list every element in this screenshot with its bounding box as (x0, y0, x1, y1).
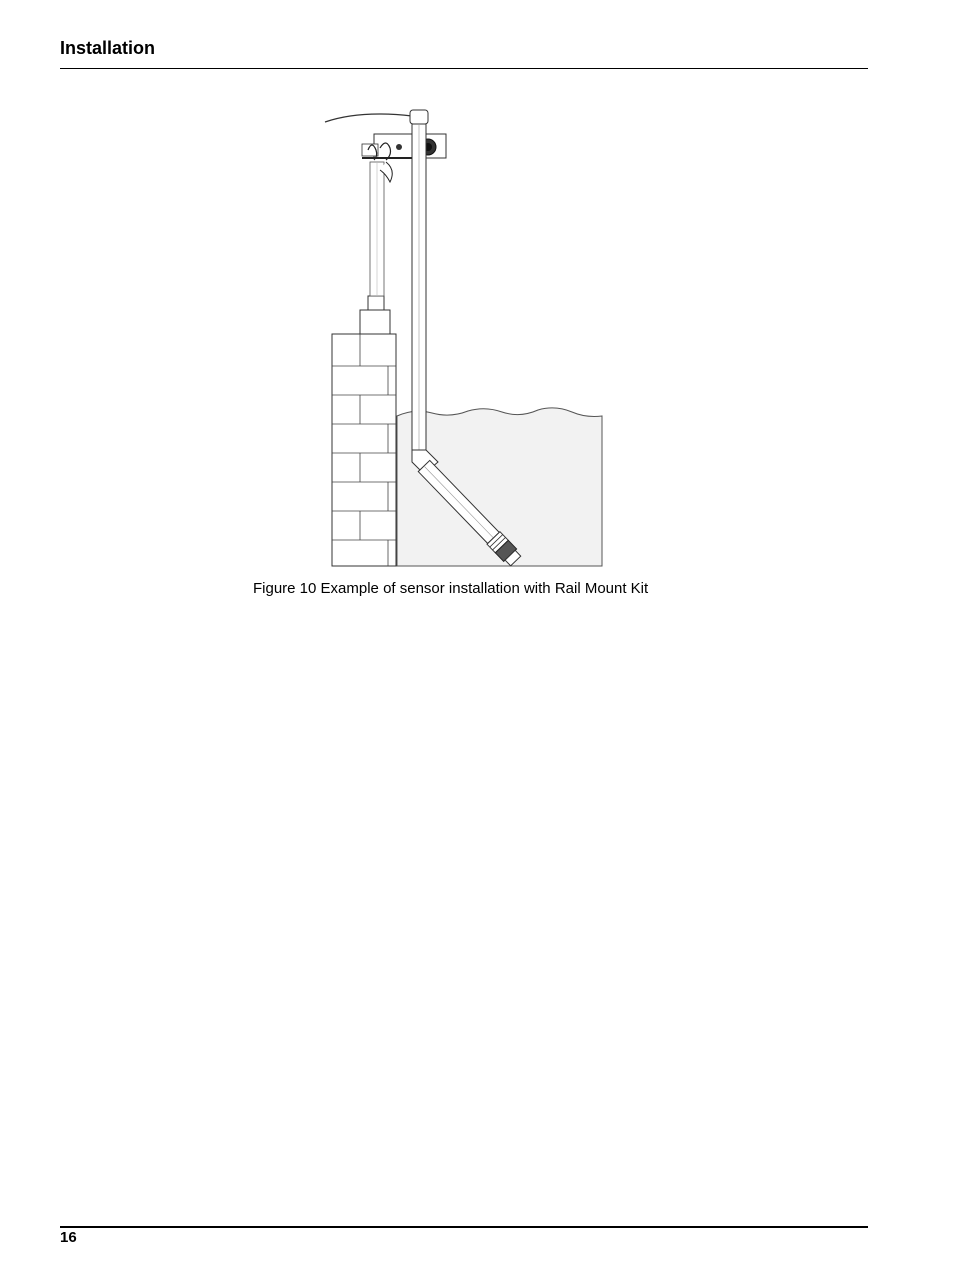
mounting-pole (410, 110, 428, 450)
sensor-cable (325, 114, 412, 122)
header-rule (60, 68, 868, 69)
footer-rule (60, 1226, 868, 1228)
rail-post-base (360, 310, 390, 334)
section-title: Installation (60, 38, 156, 58)
sensor-rail-mount-illustration (320, 100, 610, 570)
brick-wall (332, 334, 396, 566)
figure-caption-text: Figure 10 Example of sensor installation with Rail Mount Kit (253, 580, 649, 597)
page-number: 16 (60, 1229, 77, 1246)
figure-illustration (320, 100, 610, 570)
